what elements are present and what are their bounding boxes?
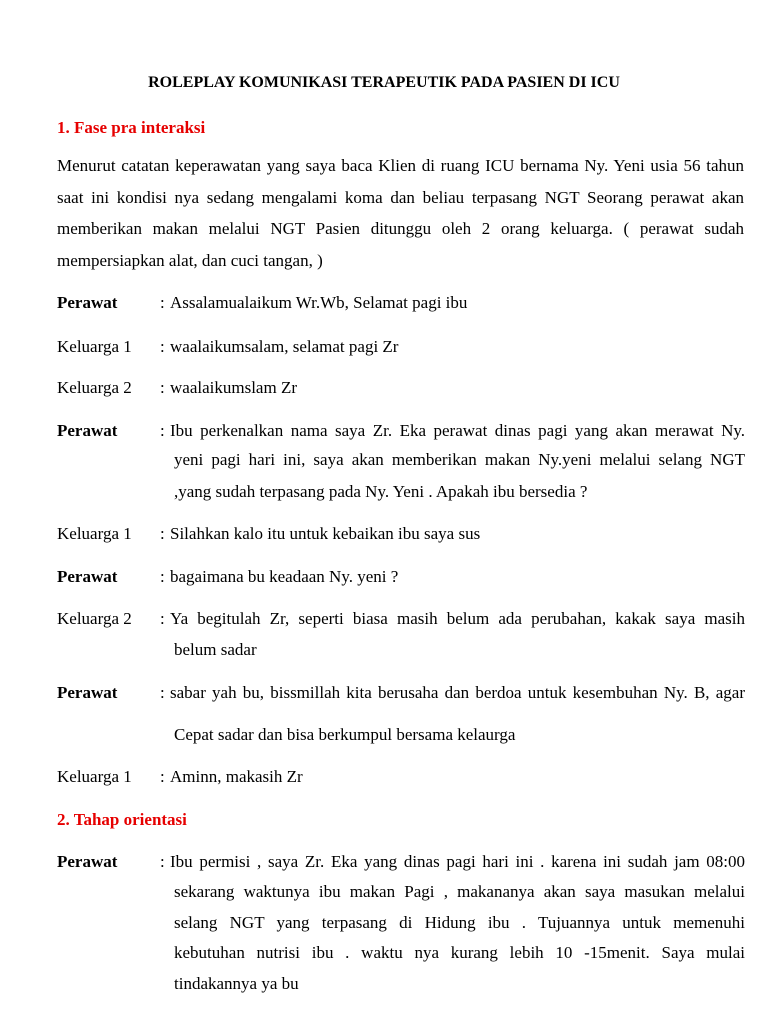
speaker-name: Keluarga 2 — [57, 378, 132, 397]
dialogue-text: Silahkan kalo itu untuk kebaikan ibu saya sus — [170, 524, 481, 543]
intro-line: memberikan makan melalui NGT Pasien ditunggu oleh 2 orang keluarga. ( perawat sudah — [57, 219, 744, 238]
section-heading-orientasi: 2. Tahap orientasi — [57, 810, 187, 829]
dialogue-text: waalaikumsalam, selamat pagi Zr — [170, 337, 399, 356]
intro-line: saat ini kondisi nya sedang mengalami koma dan beliau terpasang NGT Seorang perawat akan — [57, 187, 744, 207]
colon: : — [160, 683, 165, 702]
speaker-name: Perawat — [57, 293, 118, 312]
dialogue-text: Ibu perkenalkan nama saya Zr. Eka perawat dinas pagi yang akan merawat Ny. — [170, 421, 745, 440]
intro-line: mempersiapkan alat, dan cuci tangan, ) — [57, 250, 323, 270]
colon: : — [160, 567, 165, 586]
dialogue-text: waalaikumslam Zr — [170, 378, 297, 397]
speaker-name: Keluarga 1 — [57, 337, 132, 356]
colon: : — [160, 524, 165, 543]
dialogue-text: sekarang waktunya ibu makan Pagi , makananya akan saya masukan melalui — [174, 882, 745, 901]
document-title: ROLEPLAY KOMUNIKASI TERAPEUTIK PADA PASIEN DI ICU — [148, 74, 620, 91]
dialogue-text: selang NGT yang terpasang di Hidung ibu . Tujuannya untuk memenuhi — [174, 913, 745, 932]
speaker-name: Keluarga 2 — [57, 609, 132, 628]
dialogue-text: Ya begitulah Zr, seperti biasa masih belum ada perubahan, kakak saya masih — [170, 609, 745, 628]
speaker-name: Perawat — [57, 421, 118, 440]
speaker-name: Keluarga 1 — [57, 767, 132, 786]
colon: : — [160, 767, 165, 786]
colon: : — [160, 609, 165, 628]
colon: : — [160, 337, 165, 356]
dialogue-text: bagaimana bu keadaan Ny. yeni ? — [170, 567, 399, 586]
speaker-name: Keluarga 1 — [57, 524, 132, 543]
dialogue-text: belum sadar — [174, 640, 257, 659]
dialogue-text: Ibu permisi , saya Zr. Eka yang dinas pagi hari ini . karena ini sudah jam 08:00 — [170, 852, 745, 871]
dialogue-text: yeni pagi hari ini, saya akan memberikan makan Ny.yeni melalui selang NGT — [174, 450, 745, 469]
colon: : — [160, 421, 165, 440]
speaker-name: Perawat — [57, 567, 118, 586]
colon: : — [160, 852, 165, 871]
dialogue-text: kebutuhan nutrisi ibu . waktu nya kurang lebih 10 -15menit. Saya mulai — [174, 943, 745, 962]
dialogue-text: Assalamualaikum Wr.Wb, Selamat pagi ibu — [170, 293, 468, 312]
dialogue-text: tindakannya ya bu — [174, 974, 299, 993]
dialogue-text: sabar yah bu, bissmillah kita berusaha dan berdoa untuk kesembuhan Ny. B, agar — [170, 683, 745, 702]
dialogue-text: Aminn, makasih Zr — [170, 767, 303, 786]
colon: : — [160, 293, 165, 312]
intro-paragraph — [57, 150, 744, 276]
section-heading-pra-interaksi: 1. Fase pra interaksi — [57, 118, 206, 137]
dialogue-text: ,yang sudah terpasang pada Ny. Yeni . Apakah ibu bersedia ? — [174, 482, 588, 501]
speaker-name: Perawat — [57, 683, 118, 702]
intro-line: Menurut catatan keperawatan yang saya baca Klien di ruang ICU bernama Ny. Yeni usia 56 tahun — [57, 156, 744, 175]
dialogue-text: Cepat sadar dan bisa berkumpul bersama kelaurga — [174, 725, 516, 744]
speaker-name: Perawat — [57, 852, 118, 871]
colon: : — [160, 378, 165, 397]
